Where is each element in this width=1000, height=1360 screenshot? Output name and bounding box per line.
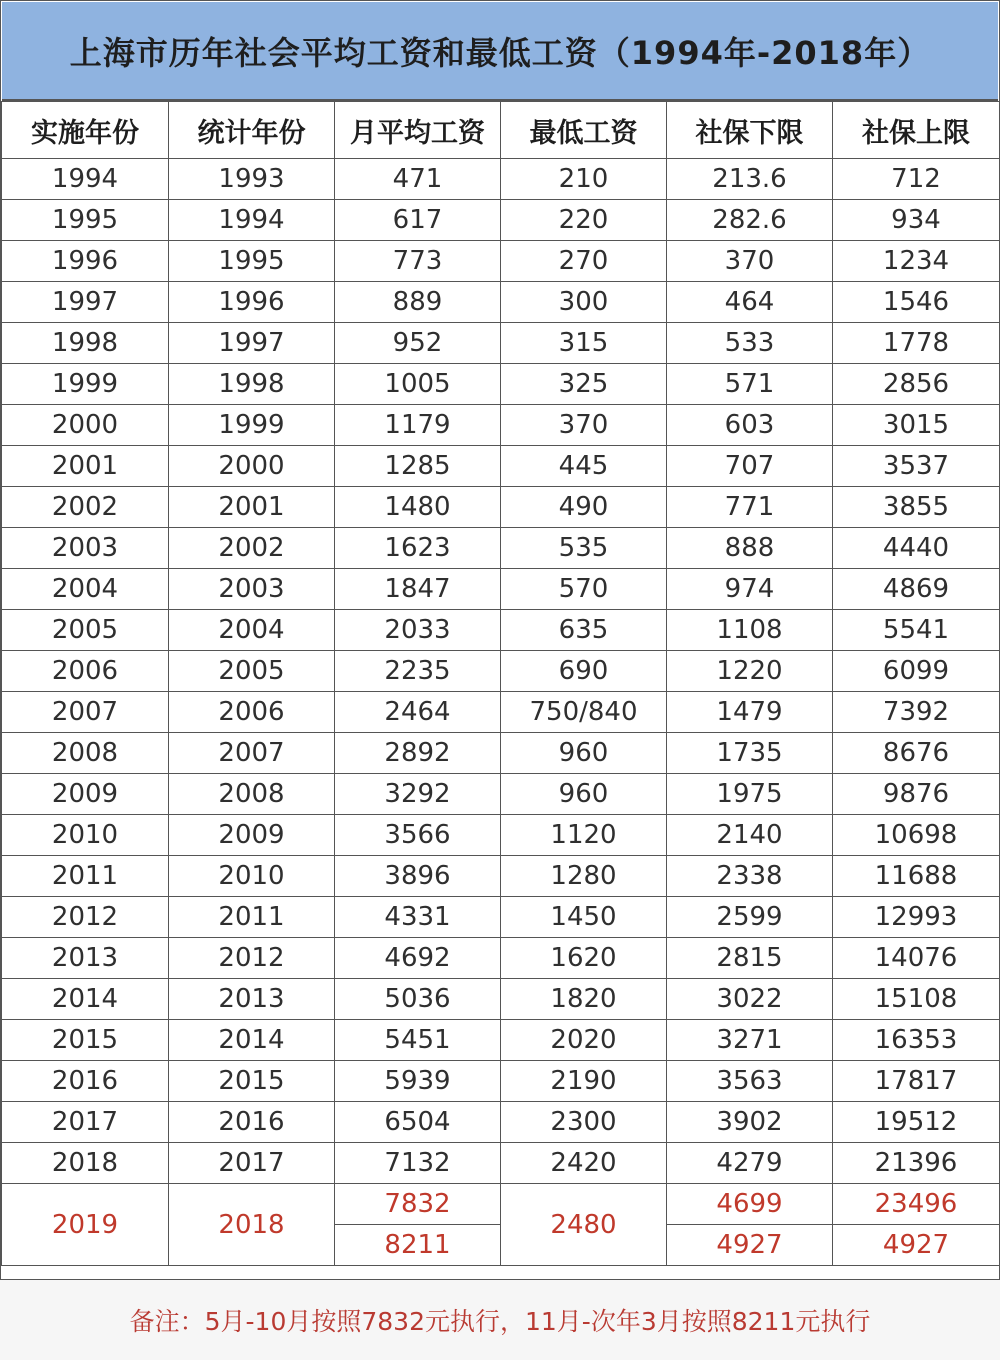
cell-impl-year: 2018: [2, 1143, 169, 1184]
cell-impl-year: 2013: [2, 938, 169, 979]
cell-min-wage: 220: [501, 200, 667, 241]
cell-avg-wage: 5939: [335, 1061, 501, 1102]
cell-min-wage: 690: [501, 651, 667, 692]
cell-stat-year: 1994: [169, 200, 335, 241]
table-row: [2, 815, 1000, 856]
cell-min-wage: 750/840: [501, 692, 667, 733]
footnote: 备注：5月-10月按照7832元执行，11月-次年3月按照8211元执行: [129, 1307, 871, 1336]
cell-ss-lower: 4699: [667, 1184, 833, 1225]
header-ss-upper: 社保上限: [833, 102, 1000, 159]
cell-ss-lower: 533: [667, 323, 833, 364]
cell-min-wage: 445: [501, 446, 667, 487]
table-row: [2, 364, 1000, 405]
cell-stat-year: 2002: [169, 528, 335, 569]
cell-stat-year: 2016: [169, 1102, 335, 1143]
cell-impl-year: 2003: [2, 528, 169, 569]
cell-stat-year: 2015: [169, 1061, 335, 1102]
table-row: [2, 1020, 1000, 1061]
table-row: [2, 651, 1000, 692]
cell-stat-year: 2017: [169, 1143, 335, 1184]
cell-min-wage: 300: [501, 282, 667, 323]
cell-stat-year: 2004: [169, 610, 335, 651]
cell-stat-year: 2009: [169, 815, 335, 856]
cell-ss-lower: 2815: [667, 938, 833, 979]
cell-impl-year: 2008: [2, 733, 169, 774]
cell-stat-year: 2000: [169, 446, 335, 487]
cell-ss-lower: 213.6: [667, 159, 833, 200]
table-row: [2, 1143, 1000, 1184]
cell-min-wage: 570: [501, 569, 667, 610]
cell-stat-year: 2014: [169, 1020, 335, 1061]
cell-avg-wage: 2033: [335, 610, 501, 651]
cell-ss-lower: 3902: [667, 1102, 833, 1143]
cell-ss-lower: 4927: [667, 1225, 833, 1266]
cell-ss-lower: 1479: [667, 692, 833, 733]
cell-min-wage: 635: [501, 610, 667, 651]
cell-ss-lower: 1735: [667, 733, 833, 774]
cell-min-wage: 1820: [501, 979, 667, 1020]
cell-ss-upper: 1546: [833, 282, 1000, 323]
cell-impl-year: 1995: [2, 200, 169, 241]
cell-ss-lower: 282.6: [667, 200, 833, 241]
cell-avg-wage: 1847: [335, 569, 501, 610]
cell-stat-year: 2001: [169, 487, 335, 528]
table-title: 上海市历年社会平均工资和最低工资（1994年-2018年）: [2, 2, 998, 101]
cell-min-wage: 370: [501, 405, 667, 446]
cell-ss-upper: 4927: [833, 1225, 1000, 1266]
cell-ss-lower: 771: [667, 487, 833, 528]
cell-min-wage: 1620: [501, 938, 667, 979]
cell-avg-wage: 889: [335, 282, 501, 323]
cell-ss-lower: 2338: [667, 856, 833, 897]
cell-ss-upper: 2856: [833, 364, 1000, 405]
cell-ss-lower: 571: [667, 364, 833, 405]
cell-ss-lower: 1220: [667, 651, 833, 692]
cell-avg-wage: 6504: [335, 1102, 501, 1143]
cell-stat-year: 2013: [169, 979, 335, 1020]
cell-ss-upper: 21396: [833, 1143, 1000, 1184]
cell-stat-year: 2008: [169, 774, 335, 815]
cell-ss-upper: 712: [833, 159, 1000, 200]
cell-ss-upper: 4440: [833, 528, 1000, 569]
table-row-2019: [2, 1184, 1000, 1225]
table-row: [2, 897, 1000, 938]
cell-impl-year: 2019: [2, 1184, 169, 1266]
cell-avg-wage: 2464: [335, 692, 501, 733]
cell-impl-year: 2016: [2, 1061, 169, 1102]
cell-avg-wage: 617: [335, 200, 501, 241]
cell-min-wage: 490: [501, 487, 667, 528]
cell-stat-year: 1997: [169, 323, 335, 364]
cell-avg-wage: 3292: [335, 774, 501, 815]
cell-impl-year: 1994: [2, 159, 169, 200]
cell-min-wage: 2300: [501, 1102, 667, 1143]
cell-ss-lower: 888: [667, 528, 833, 569]
cell-ss-lower: 1108: [667, 610, 833, 651]
cell-impl-year: 2005: [2, 610, 169, 651]
cell-avg-wage: 1623: [335, 528, 501, 569]
cell-avg-wage: 3566: [335, 815, 501, 856]
cell-impl-year: 2002: [2, 487, 169, 528]
cell-min-wage: 1120: [501, 815, 667, 856]
cell-impl-year: 2015: [2, 1020, 169, 1061]
cell-stat-year: 2010: [169, 856, 335, 897]
header-min-wage: 最低工资: [501, 102, 667, 159]
cell-impl-year: 1997: [2, 282, 169, 323]
cell-ss-upper: 19512: [833, 1102, 1000, 1143]
cell-min-wage: 2420: [501, 1143, 667, 1184]
cell-ss-upper: 6099: [833, 651, 1000, 692]
cell-ss-lower: 707: [667, 446, 833, 487]
cell-ss-upper: 23496: [833, 1184, 1000, 1225]
table-row: [2, 733, 1000, 774]
cell-avg-wage: 5036: [335, 979, 501, 1020]
cell-avg-wage: 1005: [335, 364, 501, 405]
cell-impl-year: 2017: [2, 1102, 169, 1143]
table-row: [2, 856, 1000, 897]
cell-avg-wage: 1480: [335, 487, 501, 528]
cell-min-wage: 2190: [501, 1061, 667, 1102]
cell-ss-lower: 3563: [667, 1061, 833, 1102]
cell-ss-lower: 2140: [667, 815, 833, 856]
cell-stat-year: 2003: [169, 569, 335, 610]
cell-avg-wage: 1285: [335, 446, 501, 487]
cell-avg-wage: 471: [335, 159, 501, 200]
cell-min-wage: 960: [501, 774, 667, 815]
table-row: [2, 323, 1000, 364]
table-row: [2, 1061, 1000, 1102]
cell-ss-lower: 974: [667, 569, 833, 610]
cell-min-wage: 270: [501, 241, 667, 282]
cell-min-wage: 315: [501, 323, 667, 364]
header-ss-lower: 社保下限: [667, 102, 833, 159]
cell-avg-wage: 952: [335, 323, 501, 364]
cell-min-wage: 325: [501, 364, 667, 405]
cell-avg-wage: 2235: [335, 651, 501, 692]
cell-ss-upper: 3015: [833, 405, 1000, 446]
header-avg-wage: 月平均工资: [335, 102, 501, 159]
table-row: [2, 528, 1000, 569]
cell-impl-year: 2000: [2, 405, 169, 446]
table-row: [2, 569, 1000, 610]
cell-min-wage: 210: [501, 159, 667, 200]
cell-avg-wage: 7132: [335, 1143, 501, 1184]
cell-stat-year: 1995: [169, 241, 335, 282]
table-row: [2, 1102, 1000, 1143]
cell-avg-wage: 1179: [335, 405, 501, 446]
cell-impl-year: 1996: [2, 241, 169, 282]
cell-ss-upper: 17817: [833, 1061, 1000, 1102]
cell-ss-upper: 9876: [833, 774, 1000, 815]
cell-ss-upper: 4869: [833, 569, 1000, 610]
header-impl-year: 实施年份: [2, 102, 169, 159]
cell-ss-lower: 2599: [667, 897, 833, 938]
cell-stat-year: 2006: [169, 692, 335, 733]
cell-ss-lower: 370: [667, 241, 833, 282]
table-row: [2, 446, 1000, 487]
cell-ss-upper: 12993: [833, 897, 1000, 938]
cell-avg-wage: 2892: [335, 733, 501, 774]
cell-stat-year: 1993: [169, 159, 335, 200]
cell-avg-wage: 4331: [335, 897, 501, 938]
cell-ss-lower: 3022: [667, 979, 833, 1020]
cell-ss-lower: 1975: [667, 774, 833, 815]
cell-stat-year: 2018: [169, 1184, 335, 1266]
cell-impl-year: 1998: [2, 323, 169, 364]
cell-ss-upper: 1778: [833, 323, 1000, 364]
cell-ss-upper: 1234: [833, 241, 1000, 282]
cell-min-wage: 2020: [501, 1020, 667, 1061]
cell-impl-year: 2012: [2, 897, 169, 938]
cell-stat-year: 1996: [169, 282, 335, 323]
table-row: [2, 692, 1000, 733]
cell-avg-wage: 8211: [335, 1225, 501, 1266]
cell-min-wage: 535: [501, 528, 667, 569]
cell-ss-lower: 464: [667, 282, 833, 323]
cell-stat-year: 2011: [169, 897, 335, 938]
cell-ss-upper: 11688: [833, 856, 1000, 897]
cell-ss-upper: 10698: [833, 815, 1000, 856]
cell-impl-year: 2010: [2, 815, 169, 856]
cell-impl-year: 2006: [2, 651, 169, 692]
cell-stat-year: 2007: [169, 733, 335, 774]
table-row: [2, 282, 1000, 323]
cell-min-wage: 1280: [501, 856, 667, 897]
cell-impl-year: 2001: [2, 446, 169, 487]
cell-avg-wage: 7832: [335, 1184, 501, 1225]
cell-ss-upper: 934: [833, 200, 1000, 241]
cell-ss-upper: 15108: [833, 979, 1000, 1020]
table-row: [2, 200, 1000, 241]
cell-ss-upper: 7392: [833, 692, 1000, 733]
cell-ss-lower: 603: [667, 405, 833, 446]
table-row: [2, 979, 1000, 1020]
cell-impl-year: 2004: [2, 569, 169, 610]
cell-stat-year: 1998: [169, 364, 335, 405]
cell-impl-year: 2011: [2, 856, 169, 897]
cell-ss-upper: 5541: [833, 610, 1000, 651]
wage-table: [1, 101, 1000, 1266]
table-row: [2, 774, 1000, 815]
cell-ss-upper: 8676: [833, 733, 1000, 774]
table-row: [2, 487, 1000, 528]
header-stat-year: 统计年份: [169, 102, 335, 159]
cell-ss-upper: 14076: [833, 938, 1000, 979]
cell-impl-year: 2009: [2, 774, 169, 815]
cell-ss-upper: 16353: [833, 1020, 1000, 1061]
cell-impl-year: 2007: [2, 692, 169, 733]
cell-impl-year: 1999: [2, 364, 169, 405]
table-row: [2, 159, 1000, 200]
table-row: [2, 241, 1000, 282]
cell-stat-year: 1999: [169, 405, 335, 446]
cell-avg-wage: 773: [335, 241, 501, 282]
cell-ss-upper: 3855: [833, 487, 1000, 528]
cell-min-wage: 960: [501, 733, 667, 774]
table-row: [2, 610, 1000, 651]
cell-stat-year: 2005: [169, 651, 335, 692]
cell-min-wage: 1450: [501, 897, 667, 938]
cell-ss-lower: 4279: [667, 1143, 833, 1184]
cell-avg-wage: 5451: [335, 1020, 501, 1061]
table-row: [2, 938, 1000, 979]
cell-avg-wage: 4692: [335, 938, 501, 979]
cell-impl-year: 2014: [2, 979, 169, 1020]
cell-stat-year: 2012: [169, 938, 335, 979]
cell-avg-wage: 3896: [335, 856, 501, 897]
header-row: [2, 102, 1000, 159]
table-row: [2, 405, 1000, 446]
cell-min-wage: 2480: [501, 1184, 667, 1266]
cell-ss-lower: 3271: [667, 1020, 833, 1061]
cell-ss-upper: 3537: [833, 446, 1000, 487]
